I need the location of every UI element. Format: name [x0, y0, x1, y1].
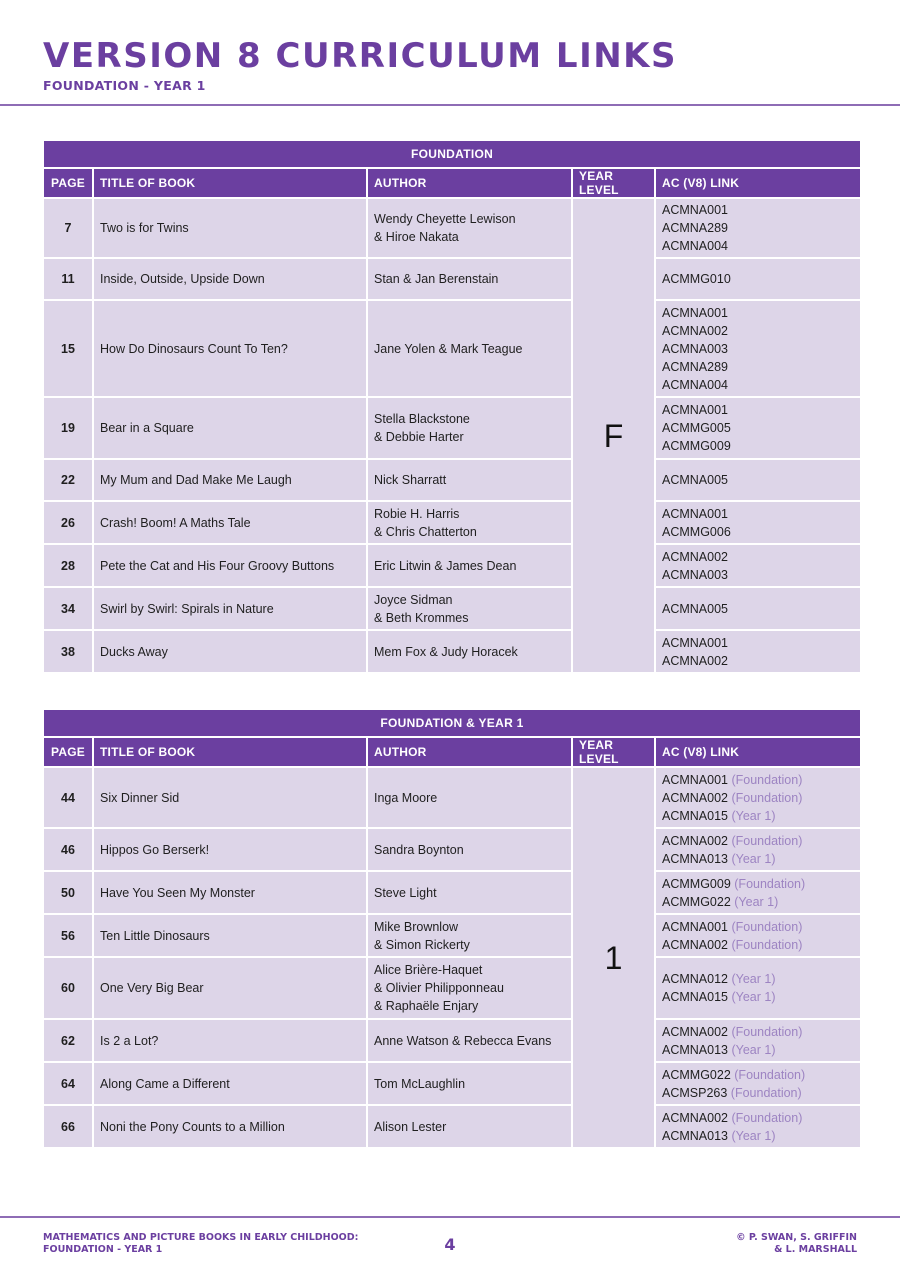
author-line: Stan & Jan Berenstain	[374, 272, 499, 286]
curriculum-level: (Foundation)	[731, 772, 803, 787]
author-line: Mike Brownlow	[374, 919, 459, 934]
author-line: Alison Lester	[374, 1119, 447, 1134]
page-cell: 34	[44, 588, 92, 629]
author-cell	[368, 768, 571, 827]
table-row	[44, 545, 860, 586]
curriculum-link	[662, 988, 854, 1006]
curriculum-link	[662, 1066, 854, 1084]
curriculum-link	[662, 401, 854, 419]
page-cell: 28	[44, 545, 92, 586]
author-cell	[368, 259, 571, 299]
curriculum-level: (Year 1)	[731, 972, 776, 986]
page-cell: 11	[44, 259, 92, 299]
curriculum-level: (Foundation)	[731, 790, 803, 805]
curriculum-link-cell	[656, 1020, 860, 1061]
foundation-table	[42, 139, 862, 674]
curriculum-code: ACMNA002	[662, 653, 728, 668]
curriculum-code: ACMNA002	[662, 549, 728, 564]
book-title-cell: Swirl by Swirl: Spirals in Nature	[94, 588, 366, 629]
curriculum-code: ACMMG010	[662, 272, 731, 286]
curriculum-link	[662, 237, 854, 255]
curriculum-code: ACMNA002	[662, 790, 728, 805]
curriculum-code: ACMMG005	[662, 421, 731, 435]
author-line: Sandra Boynton	[374, 842, 464, 857]
author-cell	[368, 588, 571, 629]
curriculum-code: ACMNA005	[662, 473, 728, 487]
table-row	[44, 829, 860, 870]
book-title-cell: Six Dinner Sid	[94, 768, 366, 827]
curriculum-link	[662, 875, 854, 893]
page-cell: 62	[44, 1020, 92, 1061]
curriculum-code: ACMNA001	[662, 635, 728, 650]
curriculum-code: ACMNA001	[662, 203, 728, 217]
curriculum-code: ACMNA289	[662, 359, 728, 374]
curriculum-code: ACMMG022	[662, 894, 731, 909]
author-cell	[368, 199, 571, 257]
author-line: & Debbie Harter	[374, 430, 464, 444]
table-row	[44, 915, 860, 956]
page-cell: 15	[44, 301, 92, 396]
curriculum-code: ACMNA012	[662, 972, 728, 986]
table-row	[44, 1106, 860, 1147]
author-line: Steve Light	[374, 885, 437, 900]
page-number: 4	[444, 1235, 456, 1254]
curriculum-link-cell	[656, 301, 860, 396]
foundation-year1-table-section	[44, 708, 856, 1149]
page-title: VERSION 8 CURRICULUM LINKS	[43, 36, 678, 76]
curriculum-code: ACMMG022	[662, 1067, 731, 1082]
page-cell: 7	[44, 199, 92, 257]
curriculum-link-cell	[656, 199, 860, 257]
author-line: Jane Yolen & Mark Teague	[374, 341, 523, 356]
column-header-year-level: YEAR LEVEL	[573, 169, 654, 197]
curriculum-link	[662, 219, 854, 237]
author-line: Inga Moore	[374, 790, 438, 805]
foundation-table-body	[44, 199, 860, 672]
table-row	[44, 259, 860, 299]
curriculum-link	[662, 771, 854, 789]
curriculum-code: ACMNA001	[662, 772, 728, 787]
curriculum-link	[662, 652, 854, 670]
page-header	[43, 36, 677, 93]
curriculum-code: ACMMG009	[662, 439, 731, 453]
curriculum-code: ACMNA002	[662, 323, 728, 338]
author-line: Mem Fox & Judy Horacek	[374, 644, 518, 659]
curriculum-level: (Year 1)	[731, 851, 776, 866]
curriculum-code: ACMNA001	[662, 305, 728, 320]
curriculum-link	[662, 634, 854, 652]
author-cell	[368, 829, 571, 870]
curriculum-code: ACMNA001	[662, 919, 728, 934]
book-title-cell: Ducks Away	[94, 631, 366, 672]
curriculum-link	[662, 850, 854, 868]
author-line: Nick Sharratt	[374, 473, 447, 487]
curriculum-link-cell	[656, 588, 860, 629]
author-line: & Raphaële Enjary	[374, 999, 479, 1013]
curriculum-link	[662, 566, 854, 584]
curriculum-code: ACMNA013	[662, 1042, 728, 1057]
table-row	[44, 301, 860, 396]
header-divider	[0, 104, 900, 106]
curriculum-link	[662, 419, 854, 437]
curriculum-code: ACMNA015	[662, 808, 728, 823]
curriculum-link	[662, 548, 854, 566]
book-title-cell: Noni the Pony Counts to a Million	[94, 1106, 366, 1147]
table-row	[44, 460, 860, 500]
page-cell: 66	[44, 1106, 92, 1147]
author-line: Alice Brière-Haquet	[374, 963, 483, 977]
footer-book-title-line1: MATHEMATICS AND PICTURE BOOKS IN EARLY CHILDHOOD:	[43, 1232, 359, 1243]
curriculum-link	[662, 201, 854, 219]
column-header-page: PAGE	[44, 738, 92, 766]
curriculum-level: (Year 1)	[731, 808, 776, 823]
curriculum-link	[662, 1084, 854, 1102]
curriculum-code: ACMNA001	[662, 403, 728, 417]
book-title-cell: Is 2 a Lot?	[94, 1020, 366, 1061]
curriculum-link	[662, 1109, 854, 1127]
curriculum-level: (Year 1)	[731, 1128, 776, 1143]
page-cell: 44	[44, 768, 92, 827]
curriculum-link-cell	[656, 958, 860, 1018]
curriculum-code: ACMNA002	[662, 1110, 728, 1125]
curriculum-level: (Foundation)	[731, 1024, 803, 1039]
book-title-cell: Along Came a Different	[94, 1063, 366, 1104]
curriculum-code: ACMMG006	[662, 524, 731, 539]
book-title-cell: My Mum and Dad Make Me Laugh	[94, 460, 366, 500]
curriculum-level: (Year 1)	[731, 990, 776, 1004]
table-row	[44, 502, 860, 543]
curriculum-level: (Foundation)	[734, 876, 806, 891]
footer-copyright-line1: © P. SWAN, S. GRIFFIN	[736, 1232, 857, 1243]
page-cell: 50	[44, 872, 92, 913]
page-cell: 64	[44, 1063, 92, 1104]
table-row	[44, 1063, 860, 1104]
page-cell: 60	[44, 958, 92, 1018]
page-cell: 46	[44, 829, 92, 870]
author-line: & Olivier Philipponneau	[374, 981, 504, 995]
curriculum-level: (Year 1)	[734, 894, 779, 909]
curriculum-level: (Foundation)	[731, 919, 803, 934]
author-line: Wendy Cheyette Lewison	[374, 212, 516, 226]
curriculum-code: ACMNA013	[662, 851, 728, 866]
curriculum-level: (Foundation)	[734, 1067, 806, 1082]
curriculum-link	[662, 789, 854, 807]
curriculum-link-cell	[656, 1106, 860, 1147]
book-title-cell: Ten Little Dinosaurs	[94, 915, 366, 956]
foundation-year1-table-body	[44, 768, 860, 1147]
foundation-table-section	[44, 139, 856, 674]
author-line: Joyce Sidman	[374, 592, 453, 607]
book-title-cell: Inside, Outside, Upside Down	[94, 259, 366, 299]
curriculum-link	[662, 1023, 854, 1041]
column-header-author: AUTHOR	[368, 169, 571, 197]
curriculum-link	[662, 832, 854, 850]
curriculum-link	[662, 304, 854, 322]
column-header-title: TITLE OF BOOK	[94, 169, 366, 197]
curriculum-code: ACMNA003	[662, 567, 728, 582]
table-row	[44, 398, 860, 458]
curriculum-link-cell	[656, 259, 860, 299]
curriculum-link-cell	[656, 631, 860, 672]
curriculum-code: ACMNA289	[662, 221, 728, 235]
column-header-title: TITLE OF BOOK	[94, 738, 366, 766]
curriculum-link	[662, 970, 854, 988]
curriculum-link	[662, 437, 854, 455]
curriculum-link-cell	[656, 768, 860, 827]
curriculum-link	[662, 523, 854, 541]
curriculum-link	[662, 807, 854, 825]
table-row	[44, 199, 860, 257]
book-title-cell: Hippos Go Berserk!	[94, 829, 366, 870]
table-row	[44, 768, 860, 827]
author-line: Eric Litwin & James Dean	[374, 558, 517, 573]
foundation-year1-table	[42, 708, 862, 1149]
book-title-cell: Have You Seen My Monster	[94, 872, 366, 913]
page-subtitle: FOUNDATION - YEAR 1	[43, 78, 206, 93]
table-caption: FOUNDATION	[44, 141, 860, 167]
curriculum-level: (Foundation)	[731, 937, 803, 952]
author-cell	[368, 398, 571, 458]
curriculum-link	[662, 893, 854, 911]
author-line: Stella Blackstone	[374, 412, 470, 426]
book-title-cell: One Very Big Bear	[94, 958, 366, 1018]
table-row	[44, 872, 860, 913]
curriculum-code: ACMNA002	[662, 833, 728, 848]
author-line: & Simon Rickerty	[374, 937, 470, 952]
author-cell	[368, 1020, 571, 1061]
curriculum-link-cell	[656, 545, 860, 586]
curriculum-link-cell	[656, 398, 860, 458]
author-line: Tom McLaughlin	[374, 1076, 466, 1091]
curriculum-level: (Foundation)	[731, 1110, 803, 1125]
page-cell: 26	[44, 502, 92, 543]
column-header-page: PAGE	[44, 169, 92, 197]
curriculum-link-cell	[656, 915, 860, 956]
curriculum-link	[662, 600, 854, 618]
curriculum-link	[662, 340, 854, 358]
footer-copyright	[736, 1232, 857, 1256]
curriculum-link	[662, 505, 854, 523]
curriculum-link	[662, 1041, 854, 1059]
author-cell	[368, 958, 571, 1018]
footer-divider	[0, 1216, 900, 1218]
column-header-author: AUTHOR	[368, 738, 571, 766]
curriculum-code: ACMNA004	[662, 239, 728, 253]
page-cell: 38	[44, 631, 92, 672]
curriculum-level: (Foundation)	[731, 833, 803, 848]
curriculum-link-cell	[656, 872, 860, 913]
table-row	[44, 588, 860, 629]
book-title-cell: Pete the Cat and His Four Groovy Buttons	[94, 545, 366, 586]
curriculum-code: ACMNA003	[662, 341, 728, 356]
page-cell: 19	[44, 398, 92, 458]
curriculum-link	[662, 1127, 854, 1145]
curriculum-link-cell	[656, 1063, 860, 1104]
curriculum-code: ACMNA002	[662, 937, 728, 952]
author-cell	[368, 502, 571, 543]
page-cell: 56	[44, 915, 92, 956]
page-cell: 22	[44, 460, 92, 500]
column-header-link: AC (V8) LINK	[656, 169, 860, 197]
author-line: Robie H. Harris	[374, 506, 460, 521]
year-level-cell: F	[573, 199, 654, 672]
curriculum-link-cell	[656, 829, 860, 870]
author-line: & Beth Krommes	[374, 610, 469, 625]
curriculum-level: (Year 1)	[731, 1042, 776, 1057]
author-cell	[368, 545, 571, 586]
footer-book-title-line2: FOUNDATION - YEAR 1	[43, 1244, 163, 1255]
author-cell	[368, 301, 571, 396]
column-header-year-level: YEAR LEVEL	[573, 738, 654, 766]
curriculum-code: ACMNA015	[662, 990, 728, 1004]
curriculum-level: (Foundation)	[730, 1085, 802, 1100]
curriculum-link	[662, 918, 854, 936]
author-line: & Chris Chatterton	[374, 524, 477, 539]
book-title-cell: How Do Dinosaurs Count To Ten?	[94, 301, 366, 396]
curriculum-link	[662, 936, 854, 954]
curriculum-code: ACMNA013	[662, 1128, 728, 1143]
author-cell	[368, 460, 571, 500]
curriculum-link	[662, 270, 854, 288]
table-row	[44, 1020, 860, 1061]
footer-copyright-line2: & L. MARSHALL	[774, 1244, 857, 1255]
table-row	[44, 631, 860, 672]
author-line: Anne Watson & Rebecca Evans	[374, 1033, 552, 1048]
curriculum-link	[662, 358, 854, 376]
table-row	[44, 958, 860, 1018]
curriculum-link	[662, 322, 854, 340]
curriculum-code: ACMSP263	[662, 1085, 728, 1100]
author-line: & Hiroe Nakata	[374, 230, 459, 244]
curriculum-code: ACMMG009	[662, 876, 731, 891]
curriculum-link-cell	[656, 460, 860, 500]
book-title-cell: Bear in a Square	[94, 398, 366, 458]
curriculum-code: ACMNA005	[662, 601, 728, 616]
author-cell	[368, 872, 571, 913]
curriculum-link-cell	[656, 502, 860, 543]
author-cell	[368, 915, 571, 956]
curriculum-link	[662, 376, 854, 394]
author-cell	[368, 1106, 571, 1147]
book-title-cell: Two is for Twins	[94, 199, 366, 257]
author-cell	[368, 1063, 571, 1104]
curriculum-code: ACMNA004	[662, 377, 728, 392]
author-cell	[368, 631, 571, 672]
year-level-cell: 1	[573, 768, 654, 1147]
book-title-cell: Crash! Boom! A Maths Tale	[94, 502, 366, 543]
column-header-link: AC (V8) LINK	[656, 738, 860, 766]
curriculum-code: ACMNA002	[662, 1024, 728, 1039]
table-caption: FOUNDATION & YEAR 1	[44, 710, 860, 736]
curriculum-code: ACMNA001	[662, 506, 728, 521]
curriculum-link	[662, 471, 854, 489]
